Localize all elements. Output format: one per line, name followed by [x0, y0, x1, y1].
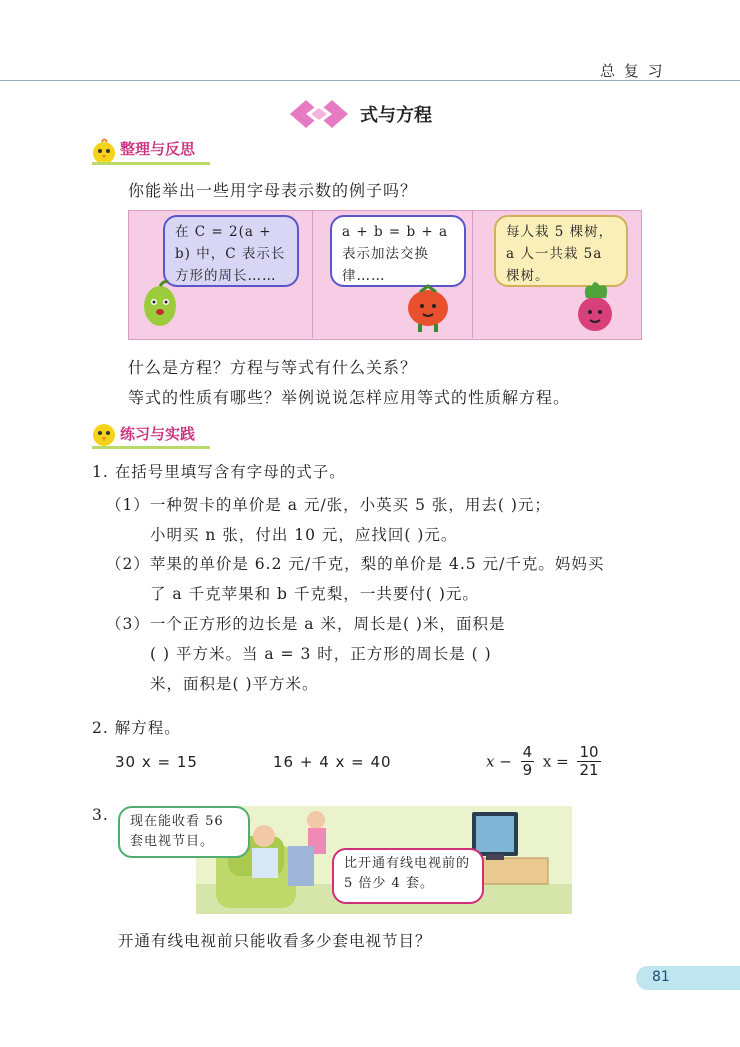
bubble-commutative	[330, 215, 466, 287]
bubble-56-channels	[118, 806, 250, 858]
panel-divider	[472, 210, 473, 338]
question-letters: 你能举出一些用字母表示数的例子吗？	[128, 181, 418, 200]
section-heading-reflect: 整理与反思	[120, 140, 196, 158]
equation-3	[486, 744, 601, 779]
header-section: 总 复 习	[600, 62, 665, 80]
bubble-text: a + b = b + a 表示加法交换律……	[342, 224, 449, 284]
radish-character-icon	[570, 282, 620, 338]
pepper-character-icon	[136, 278, 184, 338]
bubble-perimeter	[163, 215, 299, 287]
q1-s3-line1: （3）一个正方形的边长是 a 米，周长是( )米，面积是	[106, 615, 506, 633]
eq3-fraction-2	[577, 744, 600, 779]
frac-denominator: 9	[522, 761, 533, 779]
panel-divider	[312, 210, 313, 338]
heading-underline	[92, 446, 210, 449]
frac-numerator: 4	[522, 743, 533, 761]
question-properties: 等式的性质有哪些？举例说说怎样应用等式的性质解方程。	[128, 388, 571, 407]
page-title: 式与方程	[360, 105, 432, 126]
q1-s2-line2: 了 a 千克苹果和 b 千克梨，一共要付( )元。	[150, 585, 479, 603]
page-number: 81	[652, 969, 670, 985]
section-heading-practice: 练习与实践	[120, 425, 196, 443]
bubble-text: 每人栽 5 棵树，a 人一共栽 5a 棵树。	[506, 224, 614, 284]
bubble-text: 现在能收看 56 套电视节目。	[130, 814, 224, 849]
eq3-prefix: x −	[486, 752, 512, 771]
bubble-text: 在 C = 2(a + b) 中，C 表示长方形的周长……	[175, 224, 286, 284]
eq3-middle: x =	[542, 752, 569, 771]
heading-underline	[92, 162, 210, 165]
q2-title: 2. 解方程。	[92, 719, 181, 737]
q1-s2-line1: （2）苹果的单价是 6.2 元/千克，梨的单价是 4.5 元/千克。妈妈买	[106, 555, 605, 573]
bubble-trees	[494, 215, 628, 287]
eq3-fraction-1	[521, 744, 535, 779]
equation-1: 30 x = 15	[115, 753, 198, 771]
title-diamond-icon	[288, 96, 350, 136]
q1-s3-line2: ( ) 平方米。当 a = 3 时，正方形的周长是 ( )	[150, 645, 492, 663]
q1-s1-line2: 小明买 n 张，付出 10 元，应找回( )元。	[150, 526, 458, 544]
bubble-5-times-less-4	[332, 848, 484, 904]
q1-s1-line1: （1）一种贺卡的单价是 a 元/张，小英买 5 张，用去( )元；	[106, 496, 551, 514]
equation-2: 16 + 4 x = 40	[273, 753, 392, 771]
bubble-text: 比开通有线电视前的 5 倍少 4 套。	[344, 856, 471, 891]
question-equation: 什么是方程？方程与等式有什么关系？	[128, 358, 418, 377]
tomato-character-icon	[396, 282, 460, 338]
q3-question: 开通有线电视前只能收看多少套电视节目？	[118, 932, 432, 950]
frac-denominator: 21	[579, 761, 599, 779]
q1-title: 1. 在括号里填写含有字母的式子。	[92, 463, 346, 481]
q1-s3-line3: 米，面积是( )平方米。	[150, 675, 319, 693]
q3-number: 3.	[92, 806, 109, 824]
frac-numerator: 10	[579, 743, 599, 761]
